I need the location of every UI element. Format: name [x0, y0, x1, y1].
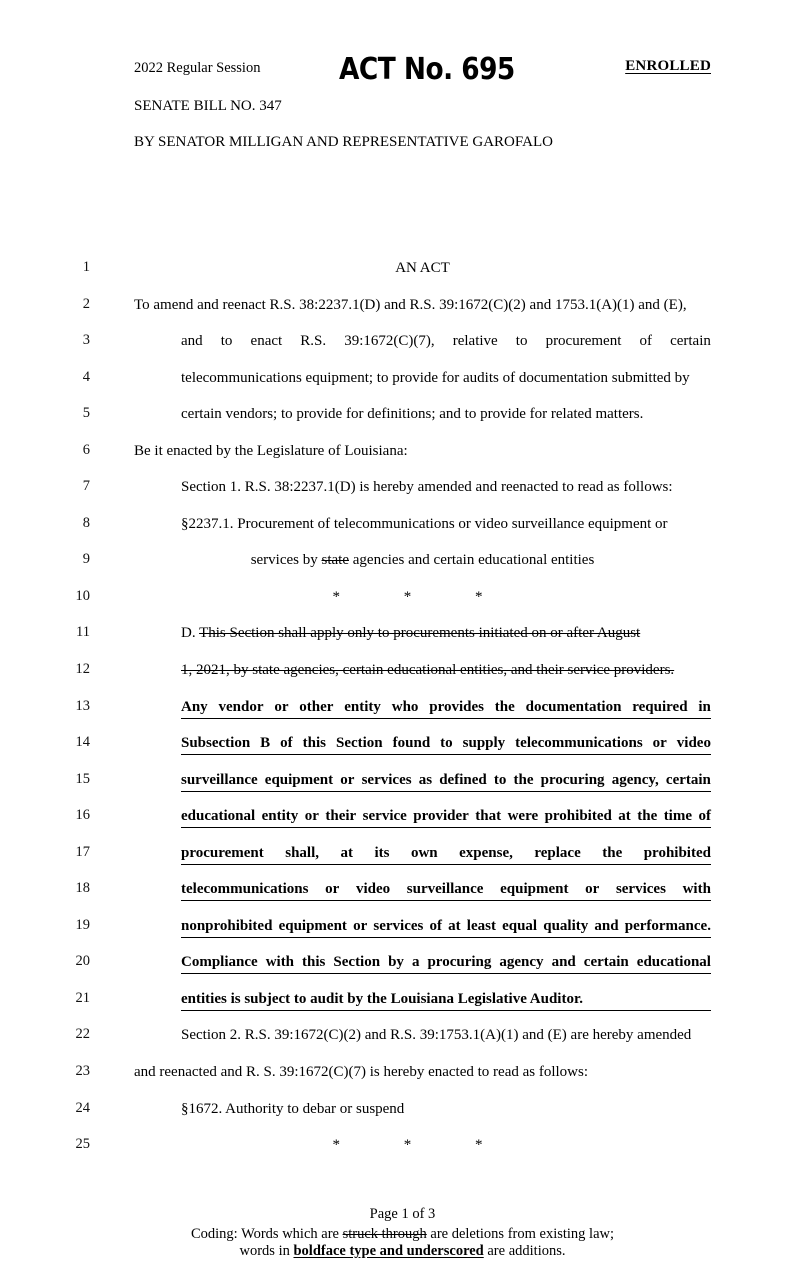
word: educational [181, 808, 256, 825]
word: provider [413, 808, 469, 825]
word: and [181, 333, 203, 350]
line-content: AN ACT [395, 260, 450, 276]
word: Subsection [181, 735, 251, 752]
word: certain [583, 954, 629, 971]
line-number: 21 [75, 989, 90, 1006]
word: services [373, 917, 424, 934]
inserted-text [181, 916, 711, 938]
text-line [0, 1133, 805, 1170]
inserted-text [181, 952, 711, 974]
line-number: 16 [75, 807, 90, 824]
word: the [602, 844, 623, 861]
word: the [637, 808, 658, 825]
line-content: telecommunications equipment; to provide for audits of documentation submitted by [181, 369, 690, 386]
line-number: 10 [75, 587, 90, 604]
word: or [274, 698, 289, 715]
line-number: 1 [82, 259, 90, 275]
text-line [0, 621, 805, 658]
status-badge: ENROLLED [625, 58, 711, 74]
text-line [0, 804, 805, 841]
page-footer [0, 1206, 805, 1261]
word: vendor [218, 698, 264, 715]
line-number: 3 [82, 332, 90, 349]
word: quality [543, 917, 589, 934]
word: Any [181, 698, 208, 715]
word: prohibited [643, 844, 711, 861]
word: or [353, 917, 368, 934]
word: B [260, 735, 271, 752]
line-content [134, 1135, 711, 1155]
line-number: 5 [82, 405, 90, 422]
section-break-asterisks: * * * [332, 1137, 513, 1154]
word: services [361, 771, 412, 788]
line-content: §2237.1. Procurement of telecommunications or video surveillance equipment or [181, 515, 668, 532]
word: certain [670, 333, 711, 350]
word: procurement [545, 333, 622, 350]
line-number: 23 [75, 1063, 90, 1080]
word: its [374, 844, 390, 861]
line-number: 14 [75, 734, 90, 751]
inserted-text [181, 879, 711, 901]
word: the [494, 698, 515, 715]
line-number: 24 [75, 1099, 90, 1116]
word: to [220, 333, 233, 350]
text-line [0, 950, 805, 987]
word: supply [462, 735, 506, 752]
word: to [440, 735, 453, 752]
word: who [391, 698, 419, 715]
text-fragment: services by [250, 552, 322, 569]
word: were [507, 808, 539, 825]
session-label: 2022 Regular Session [134, 60, 261, 76]
word: or [325, 881, 340, 898]
word: procuring [427, 954, 492, 971]
text-line [0, 1060, 805, 1097]
word: to [515, 333, 528, 350]
word: equipment [264, 771, 334, 788]
text-line [0, 914, 805, 951]
line-content: certain vendors; to provide for definitions; and to provide for related matters. [181, 406, 644, 423]
text-line [0, 1023, 805, 1060]
word: agency [499, 954, 544, 971]
word: shall, [285, 844, 320, 861]
word: or [652, 735, 667, 752]
word: of [280, 735, 293, 752]
text-line [0, 439, 805, 476]
text-line [0, 695, 805, 732]
coding-strikethrough-example: struck through [342, 1225, 427, 1242]
word: agency, [611, 771, 659, 788]
word: prohibited [544, 808, 612, 825]
text-line [0, 877, 805, 914]
word: entity [261, 808, 299, 825]
text-line [0, 366, 805, 403]
line-number: 19 [75, 916, 90, 933]
word: Section [333, 954, 381, 971]
word: at [618, 808, 631, 825]
word: video [676, 735, 711, 752]
line-number: 18 [75, 880, 90, 897]
line-number: 2 [82, 295, 90, 312]
word: own [410, 844, 438, 861]
text-line [0, 585, 805, 622]
bill-text-body [0, 256, 805, 1170]
word: of [429, 917, 442, 934]
text-line [0, 658, 805, 695]
word: and [551, 954, 576, 971]
word: enact [250, 333, 283, 350]
word: or [304, 808, 319, 825]
line-number: 20 [75, 953, 90, 970]
line-number: 4 [82, 368, 90, 385]
word: provides [429, 698, 484, 715]
word: of [639, 333, 652, 350]
act-number-title: ACT No. 695 [339, 52, 515, 87]
line-content [134, 550, 711, 570]
word: procuring [540, 771, 605, 788]
word: equipment [500, 881, 569, 898]
bill-number-label: SENATE BILL NO. 347 [134, 98, 282, 114]
line-content [181, 331, 711, 351]
word: relative [452, 333, 498, 350]
word: or [340, 771, 355, 788]
word: performance. [624, 917, 711, 934]
word: services [615, 881, 666, 898]
text-line [0, 548, 805, 585]
line-content: Be it enacted by the Legislature of Louisiana: [134, 442, 408, 459]
word: telecommunications [515, 735, 643, 752]
word: entity [344, 698, 381, 715]
word: their [325, 808, 357, 825]
word: by [388, 954, 404, 971]
line-content [181, 623, 711, 643]
word: this [302, 954, 326, 971]
word: Section [335, 735, 383, 752]
word: required [632, 698, 688, 715]
inserted-text [181, 843, 711, 865]
word: or [585, 881, 600, 898]
authors-label: BY SENATOR MILLIGAN AND REPRESENTATIVE GAROFALO [134, 134, 553, 150]
coding-boldface-example: boldface type and underscored [293, 1243, 484, 1259]
word: with [265, 954, 295, 971]
text-line [0, 293, 805, 330]
word: as [418, 771, 433, 788]
line-number: 11 [76, 624, 90, 641]
word: equal [502, 917, 538, 934]
text-fragment: agencies and certain educational entities [349, 552, 595, 569]
word: R.S. [300, 333, 327, 350]
word: this [302, 735, 326, 752]
line-number: 12 [75, 661, 90, 678]
inserted-text [181, 806, 711, 828]
text-fragment: D. [181, 625, 200, 642]
line-number: 25 [75, 1136, 90, 1153]
header-top-row [134, 52, 711, 98]
word: to [493, 771, 507, 788]
word: defined [439, 771, 487, 788]
inserted-text [181, 697, 711, 719]
text-line [0, 402, 805, 439]
word: surveillance [406, 881, 484, 898]
deleted-text: This Section shall apply only to procurements initiated on or after August [199, 625, 641, 642]
text-line [0, 768, 805, 805]
word: and [594, 917, 619, 934]
text-line [0, 841, 805, 878]
line-number: 6 [82, 441, 90, 458]
word: service [362, 808, 407, 825]
coding-legend-line2 [0, 1243, 805, 1261]
inserted-text: entities is subject to audit by the Louisiana Legislative Auditor. [181, 989, 711, 1011]
line-content: To amend and reenact R.S. 38:2237.1(D) and R.S. 39:1672(C)(2) and 1753.1(A)(1) and (E), [134, 296, 687, 313]
line-number: 13 [75, 697, 90, 714]
line-content: Section 2. R.S. 39:1672(C)(2) and R.S. 39:1753.1(A)(1) and (E) are hereby amended [181, 1027, 692, 1044]
line-number: 22 [75, 1026, 90, 1043]
deleted-text: 1, 2021, by state agencies, certain educational entities, and their service providers. [181, 662, 675, 679]
word: in [698, 698, 711, 715]
inserted-text [181, 770, 711, 792]
word: the [513, 771, 534, 788]
text-fragment: are additions. [483, 1243, 566, 1259]
word: educational [636, 954, 711, 971]
word: video [355, 881, 391, 898]
word: other [299, 698, 334, 715]
word: equipment [278, 917, 347, 934]
text-line [0, 475, 805, 512]
word: nonprohibited [181, 917, 273, 934]
section-break-asterisks: * * * [332, 588, 513, 605]
coding-legend-line1 [0, 1226, 805, 1244]
document-header [134, 52, 711, 162]
word: 39:1672(C)(7), [344, 333, 435, 350]
deleted-text: state [321, 552, 349, 569]
line-content [181, 660, 711, 680]
word: that [475, 808, 502, 825]
line-number: 15 [75, 770, 90, 787]
word: Compliance [181, 954, 258, 971]
word: procurement [181, 844, 264, 861]
word: expense, [459, 844, 513, 861]
text-line [0, 512, 805, 549]
line-content [134, 587, 711, 607]
text-fragment: words in [239, 1243, 294, 1259]
word: found [392, 735, 431, 752]
text-fragment: are deletions from existing law; [426, 1225, 615, 1242]
word: replace [534, 844, 581, 861]
text-line [0, 731, 805, 768]
word: least [466, 917, 496, 934]
word: telecommunications [181, 881, 309, 898]
word: time [663, 808, 693, 825]
word: of [698, 808, 711, 825]
word: at [340, 844, 353, 861]
text-line [0, 329, 805, 366]
text-line [0, 1097, 805, 1134]
word: a [411, 954, 420, 971]
line-number: 8 [82, 514, 90, 531]
line-number: 17 [75, 843, 90, 860]
inserted-text [181, 733, 711, 755]
line-number: 7 [82, 478, 90, 495]
line-content: §1672. Authority to debar or suspend [181, 1100, 405, 1117]
text-fragment: Coding: Words which are [190, 1225, 343, 1242]
word: certain [665, 771, 711, 788]
word: at [448, 917, 461, 934]
line-content: Section 1. R.S. 38:2237.1(D) is hereby amended and reenacted to read as follows: [181, 479, 673, 496]
word: documentation [525, 698, 622, 715]
word: surveillance [181, 771, 258, 788]
line-content: and reenacted and R. S. 39:1672(C)(7) is hereby enacted to read as follows: [134, 1064, 589, 1081]
line-number: 9 [82, 551, 90, 568]
text-line [0, 256, 805, 293]
word: with [682, 881, 711, 898]
text-line [0, 987, 805, 1024]
page-number: Page 1 of 3 [369, 1206, 436, 1222]
